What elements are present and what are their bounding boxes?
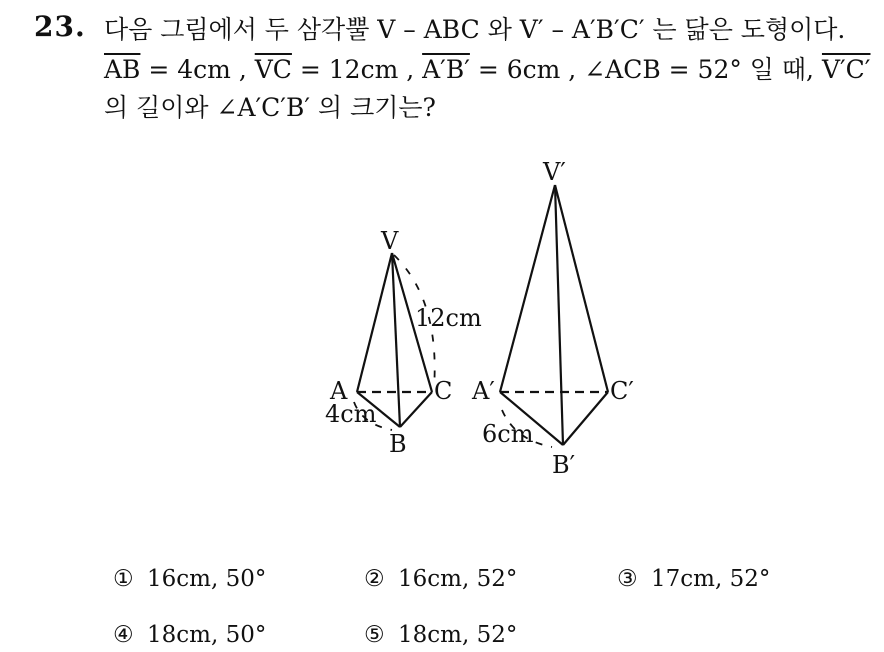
- apbp-value-angle: = 6cm , ∠ACB = 52° 일 때,: [469, 55, 822, 84]
- choice-3[interactable]: [617, 566, 770, 592]
- edge-vpap: [500, 185, 555, 392]
- edge-va: [357, 253, 392, 392]
- label-ab-length: 4cm: [325, 400, 377, 428]
- question-line-1: 다음 그림에서 두 삼각뿔 V – ABC 와 V′ – A′B′C′ 는 닮은 도형이다.: [104, 15, 846, 44]
- edge-bc: [400, 392, 432, 427]
- choice-1-text: 16cm, 50°: [147, 566, 267, 592]
- choice-4[interactable]: [113, 622, 266, 648]
- label-b: B: [389, 430, 407, 458]
- choice-5-mark: ⑤: [364, 622, 385, 648]
- choice-4-text: 18cm, 50°: [147, 622, 267, 648]
- question-line-3: 의 길이와 ∠A′C′B′ 의 크기는?: [104, 93, 436, 122]
- label-v: V: [381, 227, 399, 255]
- choice-3-text: 17cm, 52°: [651, 566, 771, 592]
- choice-3-mark: ③: [617, 566, 638, 592]
- segment-vc: $\overline{VC}$: [254, 55, 292, 84]
- label-bp: B′: [552, 451, 576, 479]
- choice-5[interactable]: [364, 622, 517, 648]
- choice-1[interactable]: [113, 566, 266, 592]
- choice-1-mark: ①: [113, 566, 134, 592]
- label-ap: A′: [472, 377, 495, 405]
- label-vc-length: 12cm: [415, 304, 482, 332]
- segment-apbp: A′B′: [422, 55, 470, 84]
- label-a: A: [330, 377, 348, 405]
- segment-vpcp: V′C′: [821, 55, 871, 84]
- edge-bpcp: [563, 392, 608, 445]
- label-apbp-length: 6cm: [482, 420, 534, 448]
- choice-4-mark: ④: [113, 622, 134, 648]
- choice-2[interactable]: [364, 566, 517, 592]
- segment-ab: $\overline{AB}$: [104, 55, 141, 84]
- vc-value: = 12cm ,: [291, 55, 423, 84]
- choice-5-text: 18cm, 52°: [398, 622, 518, 648]
- label-cp: C′: [610, 377, 634, 405]
- choice-2-text: 16cm, 52°: [398, 566, 518, 592]
- edge-vpcp: [555, 185, 608, 392]
- label-c: C: [434, 377, 453, 405]
- edge-vpbp: [555, 185, 563, 445]
- large-pyramid: [500, 185, 608, 447]
- choice-2-mark: ②: [364, 566, 385, 592]
- label-vp: V′: [543, 158, 566, 186]
- ab-value: = 4cm ,: [140, 55, 255, 84]
- question-number: 23.: [34, 10, 86, 43]
